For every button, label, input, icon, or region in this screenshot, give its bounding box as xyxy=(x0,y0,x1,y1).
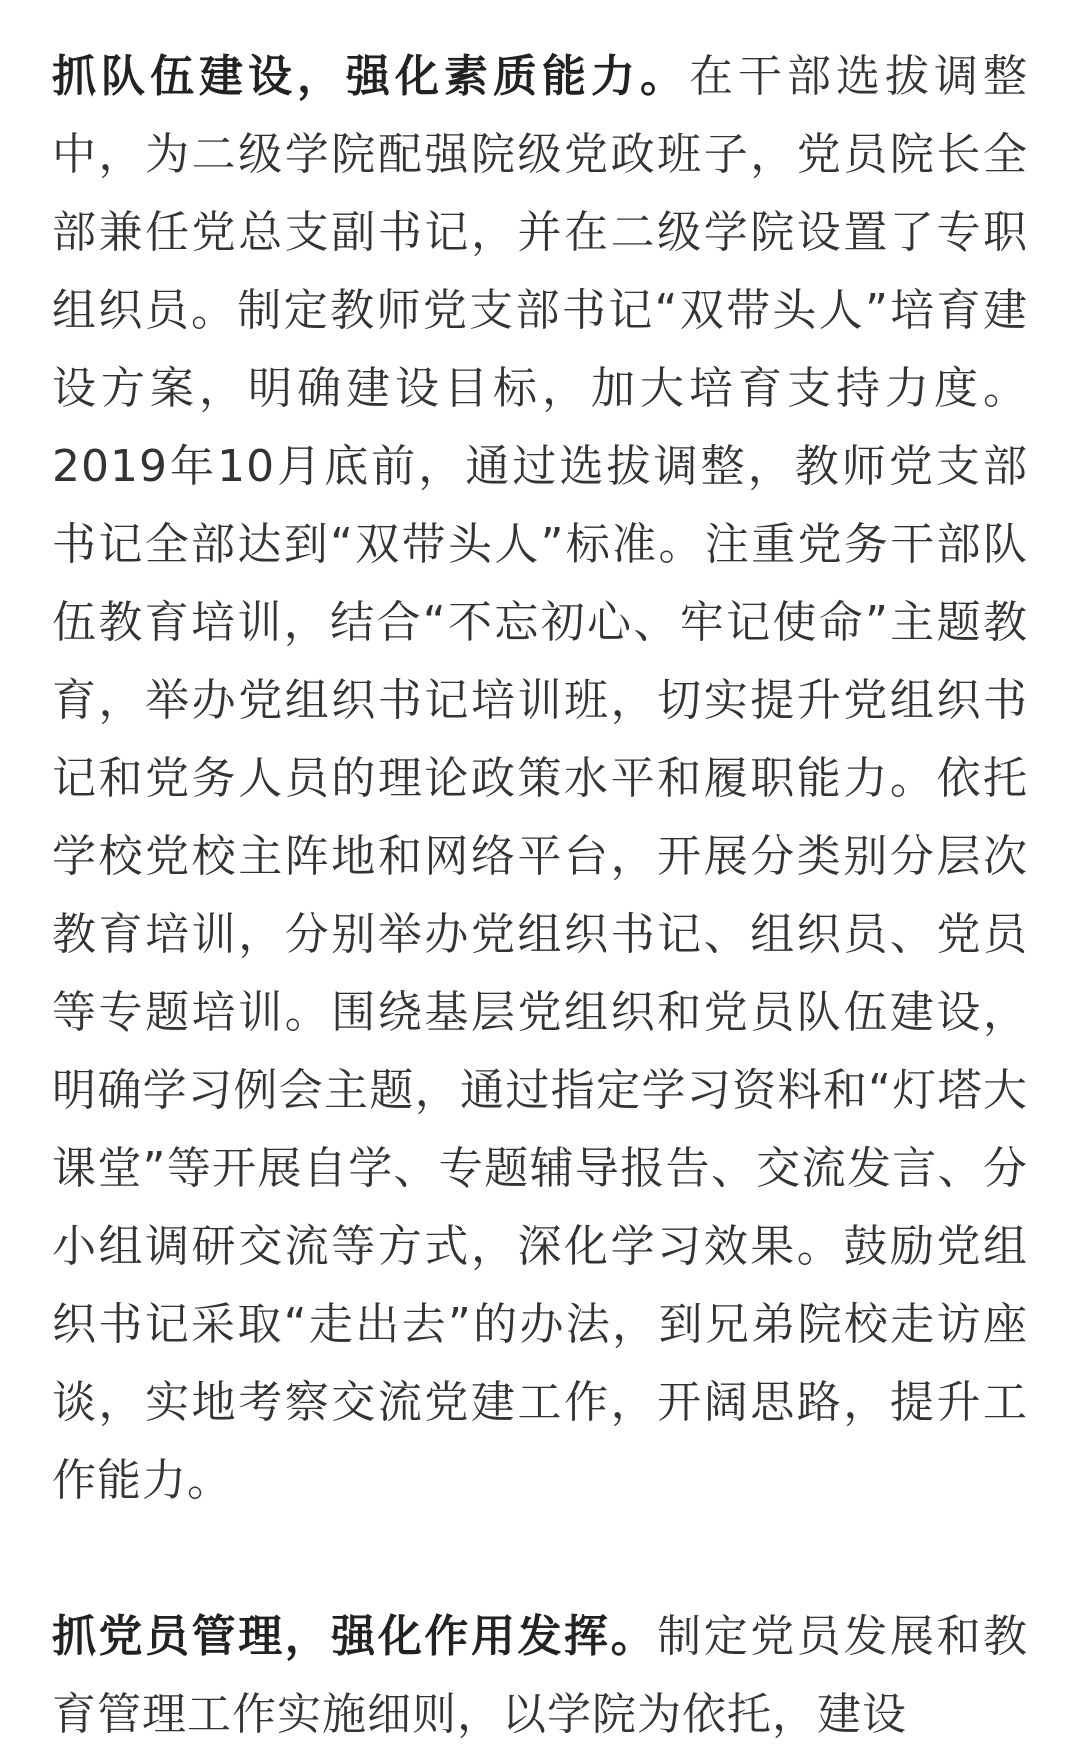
paragraph-member-management xyxy=(52,1598,1028,1754)
paragraph-team-building xyxy=(52,38,1028,1520)
paragraph-body-text: 在干部选拔调整中，为二级学院配强院级党政班子，党员院长全部兼任党总支副书记，并在二级学院设置了专职组织员。制定教师党支部书记“双带头人”培育建设方案，明确建设目标，加大培育支持力度。2019年10月底前，通过选拔调整，教师党支部书记全部达到“双带头人”标准。注重党务干部队伍教育培训，结合“不忘初心、牢记使命”主题教育，举办党组织书记培训班，切实提升党组织书记和党务人员的理论政策水平和履职能力。依托学校党校主阵地和网络平台，开展分类别分层次教育培训，分别举办党组织书记、组织员、党员等专题培训。围绕基层党组织和党员队伍建设，明确学习例会主题，通过指定学习资料和“灯塔大课堂”等开展自学、专题辅导报告、交流发言、分小组调研交流等方式，深化学习效果。鼓励党组织书记采取“走出去”的办法，到兄弟院校走访座谈，实地考察交流党建工作，开阔思路，提升工作能力。 xyxy=(52,51,1028,1506)
article-body xyxy=(52,38,1028,1754)
paragraph-body-text: 制定党员发展和教育管理工作实施细则，以学院为依托，建设 xyxy=(52,1611,1029,1740)
paragraph-lead-heading: 抓党员管理，强化作用发挥。 xyxy=(52,1611,658,1662)
paragraph-lead-heading: 抓队伍建设，强化素质能力。 xyxy=(52,51,689,102)
